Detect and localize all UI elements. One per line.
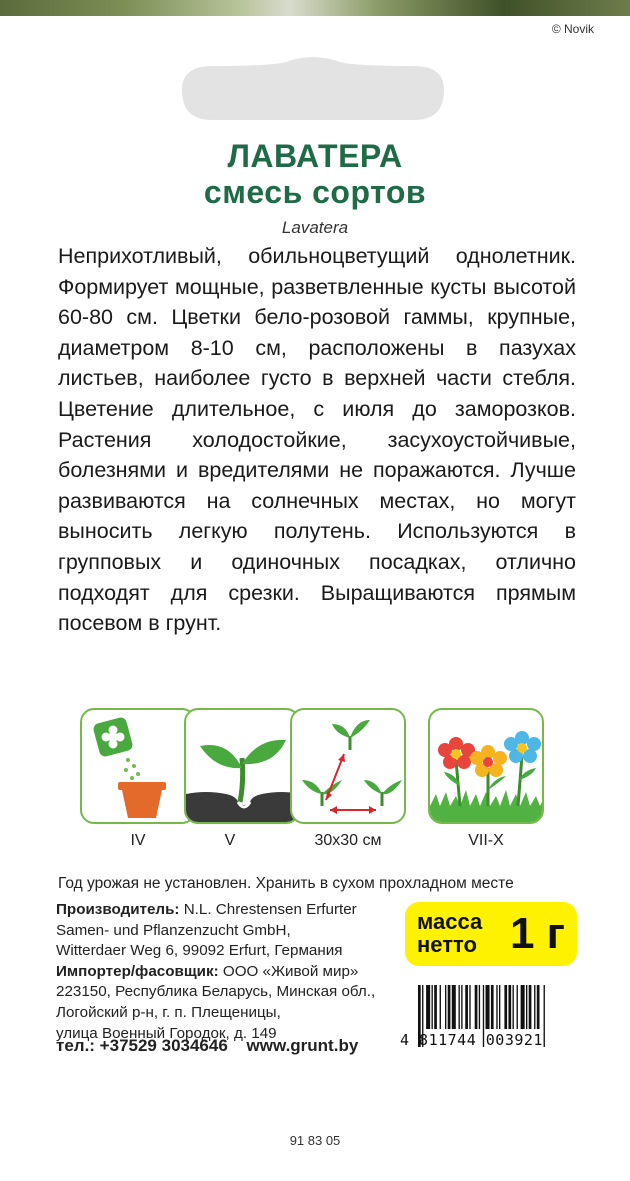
top-photo-strip — [0, 0, 630, 16]
hang-tab — [182, 54, 444, 120]
producer-line1: N.L. Chrestensen Erfurter — [179, 901, 357, 918]
sprout-label: V — [224, 832, 236, 849]
barcode-bar — [486, 985, 490, 1029]
barcode-bar — [461, 985, 462, 1029]
barcode-bar — [521, 985, 525, 1029]
barcode-bar — [434, 985, 437, 1029]
barcode-bar — [475, 985, 478, 1029]
barcode-bar — [499, 985, 500, 1029]
barcode-bar — [440, 985, 441, 1029]
storage-note: Год урожая не установлен. Хранить в сухом прохладном месте — [58, 875, 514, 892]
importer-line4: улица Военный Городок, д. 149 — [56, 1024, 277, 1042]
producer-line3: Witterdaer Weg 6, 99092 Erfurt, Германия — [56, 942, 343, 960]
flowering-icon — [428, 708, 544, 824]
mass-label-2: нетто — [417, 932, 477, 957]
spacing-icon — [290, 708, 406, 824]
barcode-bar — [537, 985, 540, 1029]
mass-value: 1 г — [509, 909, 565, 958]
barcode-bar — [491, 985, 494, 1029]
barcode-bar — [513, 985, 514, 1029]
producer-label: Производитель: — [56, 901, 180, 918]
copyright: © Novik — [551, 22, 594, 36]
barcode-bar — [459, 985, 460, 1029]
flowering-label: VII-X — [468, 832, 504, 849]
barcode-bar — [432, 985, 433, 1029]
barcode-bar — [469, 985, 470, 1029]
importer-line3: Логойский р-н, г. п. Плещеницы, — [56, 1003, 281, 1021]
barcode-bar — [517, 985, 518, 1029]
importer-line1: ООО «Живой мир» — [218, 962, 359, 980]
barcode-bar — [445, 985, 446, 1029]
producer-line2: Samen- und Pflanzenzucht GmbH, — [56, 921, 291, 939]
latin-name: Lavatera — [281, 218, 349, 237]
importer-label: Импортер/фасовщик: — [56, 962, 219, 980]
contacts — [56, 1036, 372, 1056]
barcode-bar — [526, 985, 527, 1029]
sprout-icon — [184, 708, 300, 824]
product-title: ЛАВАТЕРА — [227, 138, 403, 174]
barcode-bar — [508, 985, 511, 1029]
importer-line2: 223150, Республика Беларусь, Минская обл., — [56, 983, 376, 1001]
barcode-bar — [465, 985, 468, 1029]
barcode-bar — [496, 985, 497, 1029]
phone: тел.: +37529 3034646 — [56, 1036, 228, 1055]
barcode-bar — [534, 985, 535, 1029]
product-subtitle: смесь сортов — [203, 174, 427, 210]
barcode-bar — [448, 985, 451, 1029]
sowing-label: IV — [130, 832, 146, 849]
barcode-bar — [479, 985, 480, 1029]
barcode-bar — [452, 985, 456, 1029]
barcode-bar — [504, 985, 507, 1029]
spacing-label: 30x30 см — [314, 832, 382, 849]
batch-code: 91 83 05 — [289, 1133, 341, 1148]
description: Неприхотливый, обильноцветущий однолетник. Формирует мощные, разветвленные кусты высотой 60-80 см. Цветки бело-розовой гаммы, крупные, диаметром 8-10 см, расположены в пазухах листьев, наиболее густо в верхней части стебля. Цветение длительное, с июля до заморозков. Растения холодостойкие, засухоустойчивые, болезнями и вредителями не поражаются. Лучше развиваются на солнечных местах, но могут выносить легкую полутень. Используются в групповых и одиночных посадках, отлично подходят для срезки. Выращиваются прямым посевом в грунт. — [58, 244, 576, 636]
sowing-icon — [80, 708, 196, 824]
mass-label-1: масса — [417, 909, 483, 934]
net-mass-badge — [405, 902, 577, 966]
growing-icons — [0, 708, 630, 858]
website: www.grunt.by — [246, 1036, 359, 1055]
barcode-bar — [426, 985, 430, 1029]
barcode-bar — [529, 985, 532, 1029]
producer-importer-info — [56, 900, 416, 1044]
barcode-number: 4 811744 003921 — [400, 1031, 543, 1049]
